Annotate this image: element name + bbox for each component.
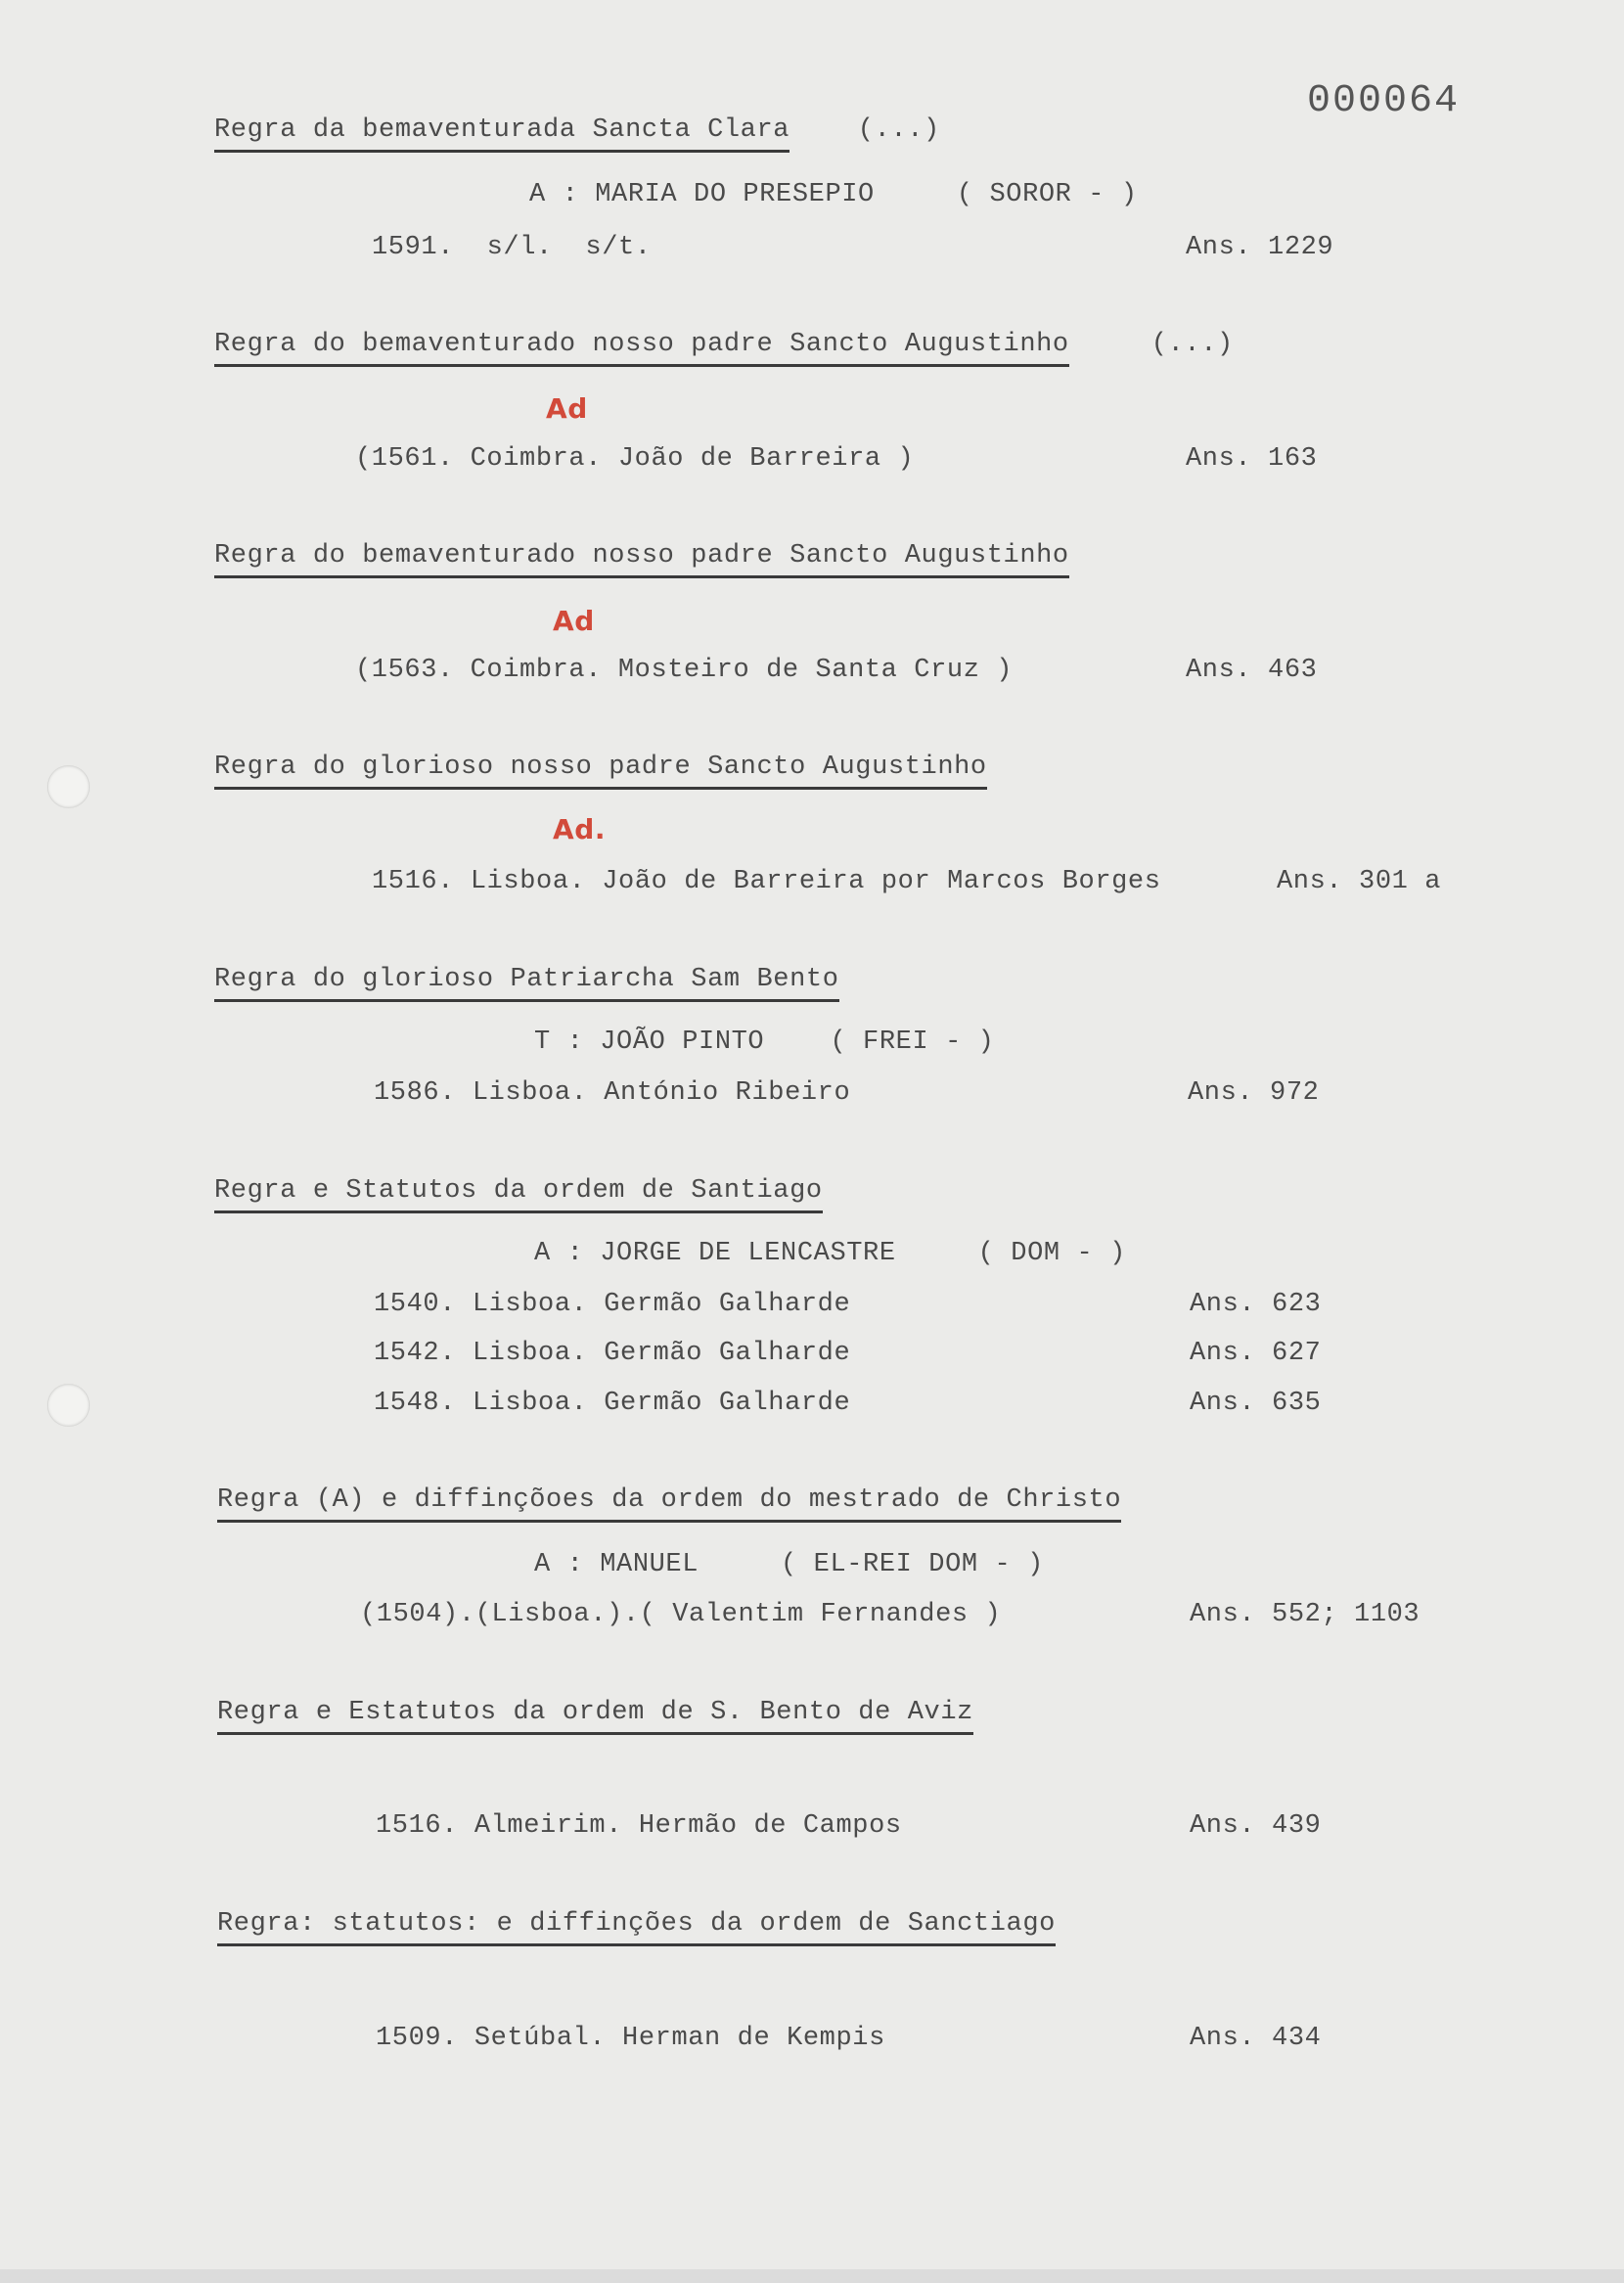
entry-title: Regra (A) e diffinçõoes da ordem do mestrado de Christo: [217, 1487, 1121, 1523]
entry-imprint: (1504).(Lisboa.).( Valentim Fernandes ): [360, 1600, 1002, 1629]
entry-ans: Ans. 434: [1190, 2024, 1322, 2053]
punch-hole-lower: [47, 1384, 90, 1427]
entry-author: A : MARIA DO PRESEPIO ( SOROR - ): [529, 180, 1138, 209]
entry-author: A : MANUEL ( EL-REI DOM - ): [534, 1550, 1044, 1579]
entry-ans: Ans. 972: [1188, 1078, 1320, 1108]
entry-ans: Ans. 623: [1190, 1290, 1322, 1319]
entry-imprint: 1516. Lisboa. João de Barreira por Marcos Borges: [372, 867, 1161, 896]
annotation-mark: Ad: [546, 392, 588, 425]
entry-title: Regra e Estatutos da ordem de S. Bento de Aviz: [217, 1700, 973, 1735]
entry-ans: Ans. 1229: [1186, 233, 1334, 262]
entry-imprint: (1563. Coimbra. Mosteiro de Santa Cruz ): [355, 656, 1014, 685]
entry-title: Regra do glorioso Patriarcha Sam Bento: [214, 967, 839, 1002]
entry-title: Regra: statutos: e diffinções da ordem de Sanctiago: [217, 1911, 1056, 1946]
entry-title: Regra do glorioso nosso padre Sancto Augustinho: [214, 754, 987, 790]
entry-imprint: 1548. Lisboa. Germão Galharde: [374, 1389, 851, 1418]
entry-title: Regra da bemaventurada Sancta Clara: [214, 117, 789, 153]
punch-hole-upper: [47, 765, 90, 808]
entry-title-suffix: (...): [1135, 330, 1234, 359]
entry-imprint: 1509. Setúbal. Herman de Kempis: [376, 2024, 885, 2053]
entry-ans: Ans. 439: [1190, 1811, 1322, 1841]
entry-author: T : JOÃO PINTO ( FREI - ): [534, 1027, 995, 1057]
entry-author: A : JORGE DE LENCASTRE ( DOM - ): [534, 1239, 1126, 1268]
entry-imprint: (1561. Coimbra. João de Barreira ): [355, 444, 915, 474]
entry-imprint: 1591. s/l. s/t.: [372, 233, 652, 262]
entry-ans: Ans. 463: [1186, 656, 1318, 685]
entry-imprint: 1540. Lisboa. Germão Galharde: [374, 1290, 851, 1319]
entry-imprint: 1586. Lisboa. António Ribeiro: [374, 1078, 851, 1108]
entry-ans: Ans. 552; 1103: [1190, 1600, 1421, 1629]
page-bottom-edge: [0, 2269, 1624, 2283]
entry-title: Regra do bemaventurado nosso padre Sancto Augustinho: [214, 543, 1069, 578]
document-code: 000064: [1307, 79, 1461, 123]
annotation-mark: Ad.: [553, 813, 607, 845]
entry-title: Regra e Statutos da ordem de Santiago: [214, 1178, 823, 1213]
entry-ans: Ans. 163: [1186, 444, 1318, 474]
entry-ans: Ans. 627: [1190, 1339, 1322, 1368]
entry-title-suffix: (...): [841, 115, 940, 145]
entry-ans: Ans. 635: [1190, 1389, 1322, 1418]
entry-title: Regra do bemaventurado nosso padre Sancto Augustinho: [214, 332, 1069, 367]
annotation-mark: Ad: [553, 605, 595, 637]
entry-imprint: 1516. Almeirim. Hermão de Campos: [376, 1811, 902, 1841]
entry-imprint: 1542. Lisboa. Germão Galharde: [374, 1339, 851, 1368]
entry-ans: Ans. 301 a: [1277, 867, 1442, 896]
